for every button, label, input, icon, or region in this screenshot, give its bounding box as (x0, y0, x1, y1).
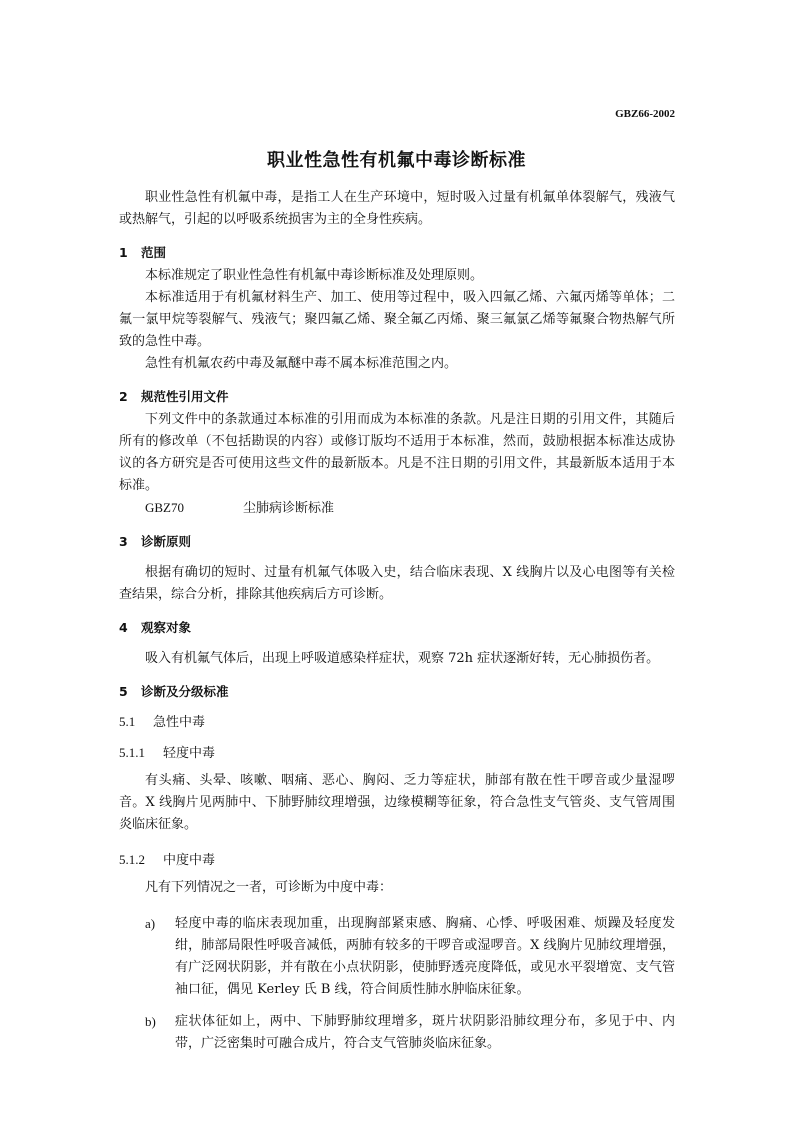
subsection-number: 5.1.2 (119, 852, 145, 867)
subsection-title: 中度中毒 (163, 853, 216, 868)
section-number: 2 (119, 389, 128, 404)
subsection-title: 急性中毒 (153, 715, 206, 730)
list-item-text: 轻度中毒的临床表现加重，出现胸部紧束感、胸痛、心悸、呼吸困难、烦躁及轻度发绀，肺部局限性呼吸音减低，两肺有较多的干啰音或湿啰音。X 线胸片见肺纹理增强，有广泛网状阴影，并有散在小点状阴影，使肺野透亮度降低，或见水平裂增宽、支气管袖口征，偶见 Kerley 氏 B 线，符合间质性肺水肿临床征象。 (175, 916, 675, 997)
section-title: 范围 (141, 245, 167, 260)
section-3-paragraph-1: 根据有确切的短时、过量有机氟气体吸入史，结合临床表现、X 线胸片以及心电图等有关检查结果，综合分析，排除其他疾病后方可诊断。 (119, 565, 675, 602)
subsection-5-1-2-paragraph: 凡有下列情况之一者，可诊断为中度中毒： (145, 880, 393, 895)
subsection-5-1-2-heading (119, 850, 675, 871)
list-marker: b) (145, 1014, 156, 1029)
section-3-heading (119, 532, 675, 552)
section-title: 观察对象 (141, 620, 192, 635)
subsection-5-1-1-paragraph: 有头痛、头晕、咳嗽、咽痛、恶心、胸闷、乏力等症状，肺部有散在性干啰音或少量湿啰音。X 线胸片见两肺中、下肺野肺纹理增强，边缘模糊等征象，符合急性支气管炎、支气管周围炎临床征象。 (119, 773, 675, 832)
document-body (119, 187, 675, 1055)
section-5-heading (119, 682, 675, 702)
section-1-paragraph-3: 急性有机氟农药中毒及氟醚中毒不属本标准范围之内。 (145, 356, 458, 371)
subsection-number: 5.1 (119, 714, 136, 729)
section-title: 规范性引用文件 (141, 389, 229, 404)
subsection-5-1-heading (119, 712, 675, 733)
section-number: 5 (119, 684, 128, 699)
reference-row (119, 497, 675, 520)
section-4-heading (119, 618, 675, 638)
list-item-b (119, 1011, 675, 1055)
list-item-text: 症状体征如上，两中、下肺野肺纹理增多，斑片状阴影沿肺纹理分布，多见于中、内带，广泛密集时可融合成片，符合支气管肺炎临床征象。 (175, 1014, 675, 1051)
section-2-heading (119, 387, 675, 407)
section-1-paragraph-2: 本标准适用于有机氟材料生产、加工、使用等过程中，吸入四氟乙烯、六氟丙烯等单体；二氟一氯甲烷等裂解气、残液气；聚四氟乙烯、聚全氟乙丙烯、聚三氟氯乙烯等氟聚合物热解气所致的急性中毒。 (119, 290, 675, 349)
subsection-number: 5.1.1 (119, 745, 145, 760)
section-number: 4 (119, 620, 128, 635)
reference-code: GBZ70 (145, 500, 184, 515)
section-title: 诊断原则 (141, 534, 192, 549)
section-number: 3 (119, 534, 128, 549)
intro-paragraph: 职业性急性有机氟中毒，是指工人在生产环境中，短时吸入过量有机氟单体裂解气，残液气或热解气，引起的以呼吸系统损害为主的全身性疾病。 (119, 190, 675, 227)
section-1-heading (119, 243, 675, 263)
list-item-a (119, 913, 675, 1001)
section-number: 1 (119, 245, 128, 260)
section-1-paragraph-1: 本标准规定了职业性急性有机氟中毒诊断标准及处理原则。 (145, 268, 484, 283)
section-4-paragraph-1: 吸入有机氟气体后，出现上呼吸道感染样症状，观察 72h 症状逐渐好转，无心肺损伤者。 (145, 651, 660, 666)
subsection-title: 轻度中毒 (163, 746, 216, 761)
section-title: 诊断及分级标准 (141, 684, 229, 699)
document-code: GBZ66-2002 (615, 108, 675, 120)
reference-title: 尘肺病诊断标准 (243, 501, 335, 516)
section-2-paragraph-1: 下列文件中的条款通过本标准的引用而成为本标准的条款。凡是注日期的引用文件，其随后所有的修改单（不包括勘误的内容）或修订版均不适用于本标准，然而，鼓励根据本标准达成协议的各方研究是否可使用这些文件的最新版本。凡是不注日期的引用文件，其最新版本适用于本标准。 (119, 412, 675, 493)
page-title: 职业性急性有机氟中毒诊断标准 (267, 150, 526, 171)
subsection-5-1-1-heading (119, 743, 675, 764)
list-marker: a) (145, 916, 156, 931)
